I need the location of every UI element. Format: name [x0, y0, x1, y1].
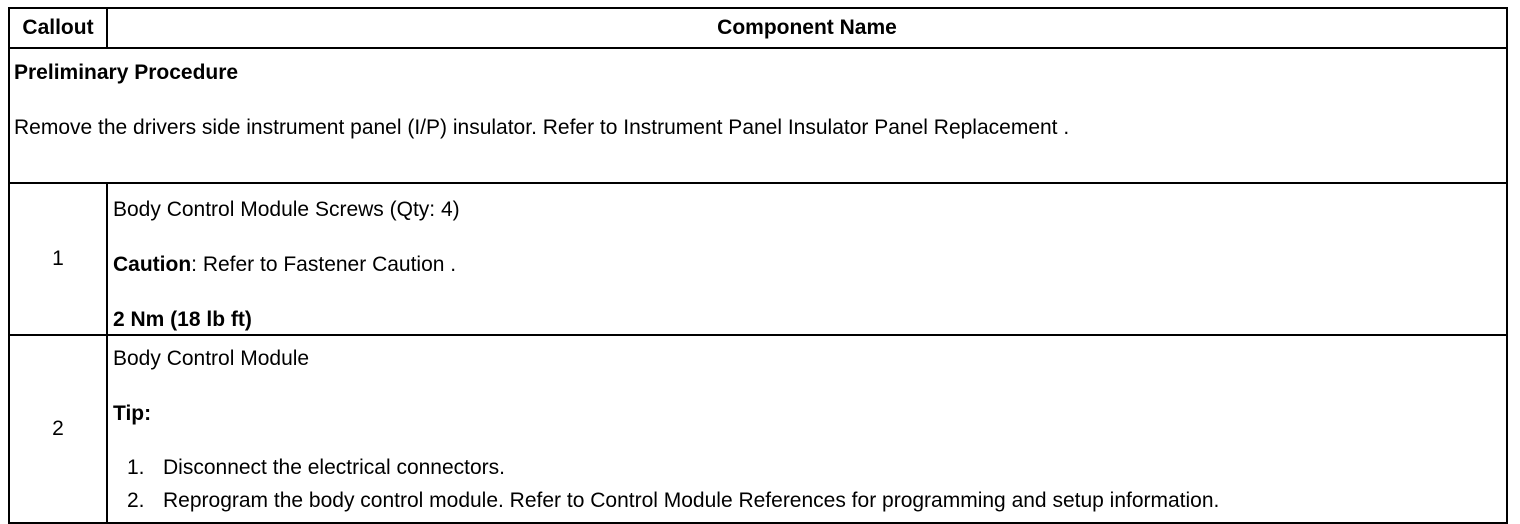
step-number: 1.	[127, 456, 145, 479]
caution-label: Caution	[113, 252, 192, 276]
preliminary-procedure-title: Preliminary Procedure	[14, 61, 239, 84]
component-name: Body Control Module Screws (Qty: 4)	[113, 197, 460, 221]
callout-number: 1	[9, 183, 107, 335]
component-name-header: Component Name	[107, 8, 1507, 48]
component-cell	[107, 335, 1507, 523]
component-table	[8, 7, 1508, 524]
preliminary-procedure-text: Remove the drivers side instrument panel (I/P) insulator. Refer to Instrument Panel Insulator Panel Replacement .	[14, 116, 1070, 139]
component-cell	[107, 183, 1507, 335]
torque-spec: 2 Nm (18 lb ft)	[113, 307, 252, 331]
step-text: Disconnect the electrical connectors.	[163, 456, 505, 479]
caution-text: : Refer to Fastener Caution .	[191, 252, 457, 276]
preliminary-procedure-row	[9, 48, 1507, 183]
table-row	[9, 183, 1507, 335]
step-number: 2.	[127, 489, 145, 512]
callout-number: 2	[9, 335, 107, 523]
caution-note	[113, 253, 1506, 277]
tip-label: Tip:	[113, 402, 152, 425]
component-name: Body Control Module	[113, 347, 310, 370]
table-header-row	[9, 8, 1507, 48]
preliminary-procedure-cell	[9, 48, 1507, 183]
step-text: Reprogram the body control module. Refer to Control Module References for programming and setup information.	[163, 489, 1220, 512]
list-item	[113, 489, 1506, 513]
tip-steps-list	[113, 456, 1506, 513]
callout-header: Callout	[9, 8, 107, 48]
table-row	[9, 335, 1507, 523]
list-item	[113, 456, 1506, 480]
